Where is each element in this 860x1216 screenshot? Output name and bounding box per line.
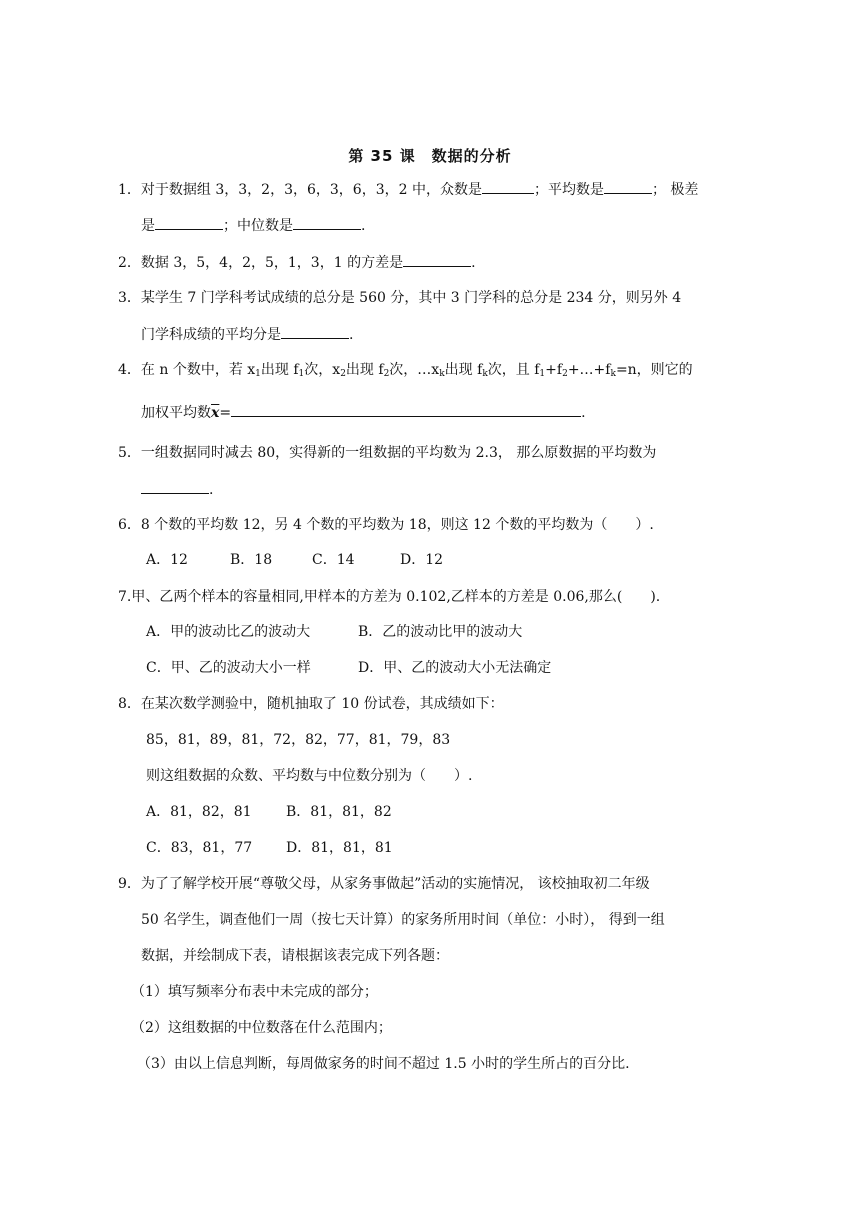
answer-blank	[482, 179, 534, 194]
option-b: B．81，81，82	[286, 804, 392, 820]
option-b: B．18	[230, 552, 273, 568]
answer-blank	[231, 402, 581, 417]
answer-blank	[281, 324, 349, 339]
question-6-options	[146, 550, 443, 570]
question-7: 7.甲、乙两个样本的容量相同,甲样本的方差为 0.102,乙样本的方差是 0.06,那么( ).	[118, 589, 661, 605]
question-3-line-2: 门学科成绩的平均分是 .	[141, 324, 353, 345]
option-d: D．甲、乙的波动大小无法确定	[358, 660, 552, 676]
x-bar-symbol: $\overline{x}$	[211, 405, 220, 421]
question-3-line-1: 3．某学生 7 门学科考试成绩的总分是 560 分，其中 3 门学科的总分是 234 分，则另外 4	[118, 290, 682, 306]
answer-blank	[604, 179, 652, 194]
option-c: C．83，81，77	[146, 840, 253, 856]
question-1-line-1: 1．对于数据组 3，3，2，3，6，3，6，3，2 中，众数是 ；平均数是 ； 极差	[118, 179, 698, 200]
question-8-line-1: 8．在某次数学测验中，随机抽取了 10 份试卷，其成绩如下：	[118, 696, 504, 712]
answer-blank	[293, 215, 361, 230]
question-7-options-row-2	[146, 658, 551, 678]
answer-blank	[403, 252, 471, 267]
question-2: 2．数据 3，5，4，2，5，1，3，1 的方差是 .	[118, 252, 476, 273]
question-8-line-3: 则这组数据的众数、平均数与中位数分别为（ ）.	[146, 768, 473, 784]
question-8-options-row-2	[146, 838, 393, 858]
question-8-data: 85，81，89，81，72，82，77，81，79，83	[146, 732, 451, 748]
question-9-line-2: 50 名学生，调查他们一周（按七天计算）的家务所用时间（单位：小时）， 得到一组	[141, 912, 665, 928]
option-c: C．14	[312, 552, 355, 568]
answer-blank	[155, 215, 223, 230]
question-4-line-1: 4．在 n 个数中，若 $x_1$出现 $f_1$次，$x_2$出现 $f_2$次，$\dots x_k$出现 $f_k$次，且 $f_1+f_2+\dots+f_k=n$，则它的	[118, 362, 693, 379]
question-5-line-1: 5．一组数据同时减去 80，实得新的一组数据的平均数为 2.3， 那么原数据的平均数为	[118, 445, 657, 461]
option-a: A．81，82，81	[146, 804, 252, 820]
question-5-line-2: .	[141, 479, 213, 500]
question-4-line-2: 加权平均数$\overline{x}=$ .	[141, 402, 586, 423]
answer-blank	[141, 479, 209, 494]
option-a: A．12	[146, 552, 188, 568]
question-7-options-row-1	[146, 622, 522, 642]
option-d: D．12	[400, 552, 444, 568]
question-9-part-1: （1）填写频率分布表中未完成的部分；	[131, 984, 378, 1000]
option-b: B．乙的波动比甲的波动大	[358, 624, 523, 640]
question-1-line-2: 是 ；中位数是 .	[141, 215, 365, 236]
question-6: 6．8 个数的平均数 12，另 4 个数的平均数为 18，则这 12 个数的平均数为（ ）.	[118, 517, 654, 533]
option-d: D．81，81，81	[286, 840, 393, 856]
question-9-line-1: 9．为了了解学校开展“尊敬父母，从家务事做起”活动的实施情况， 该校抽取初二年级	[118, 876, 650, 892]
question-8-options-row-1	[146, 802, 392, 822]
option-c: C．甲、乙的波动大小一样	[146, 660, 311, 676]
page-title: 第 35 课 数据的分析	[348, 147, 512, 165]
question-9-part-2: （2）这组数据的中位数落在什么范围内；	[131, 1020, 392, 1036]
question-9-line-3: 数据，并绘制成下表，请根据该表完成下列各题：	[141, 948, 449, 964]
question-9-part-3: （3）由以上信息判断，每周做家务的时间不超过 1.5 小时的学生所占的百分比.	[137, 1056, 630, 1072]
option-a: A．甲的波动比乙的波动大	[146, 624, 311, 640]
